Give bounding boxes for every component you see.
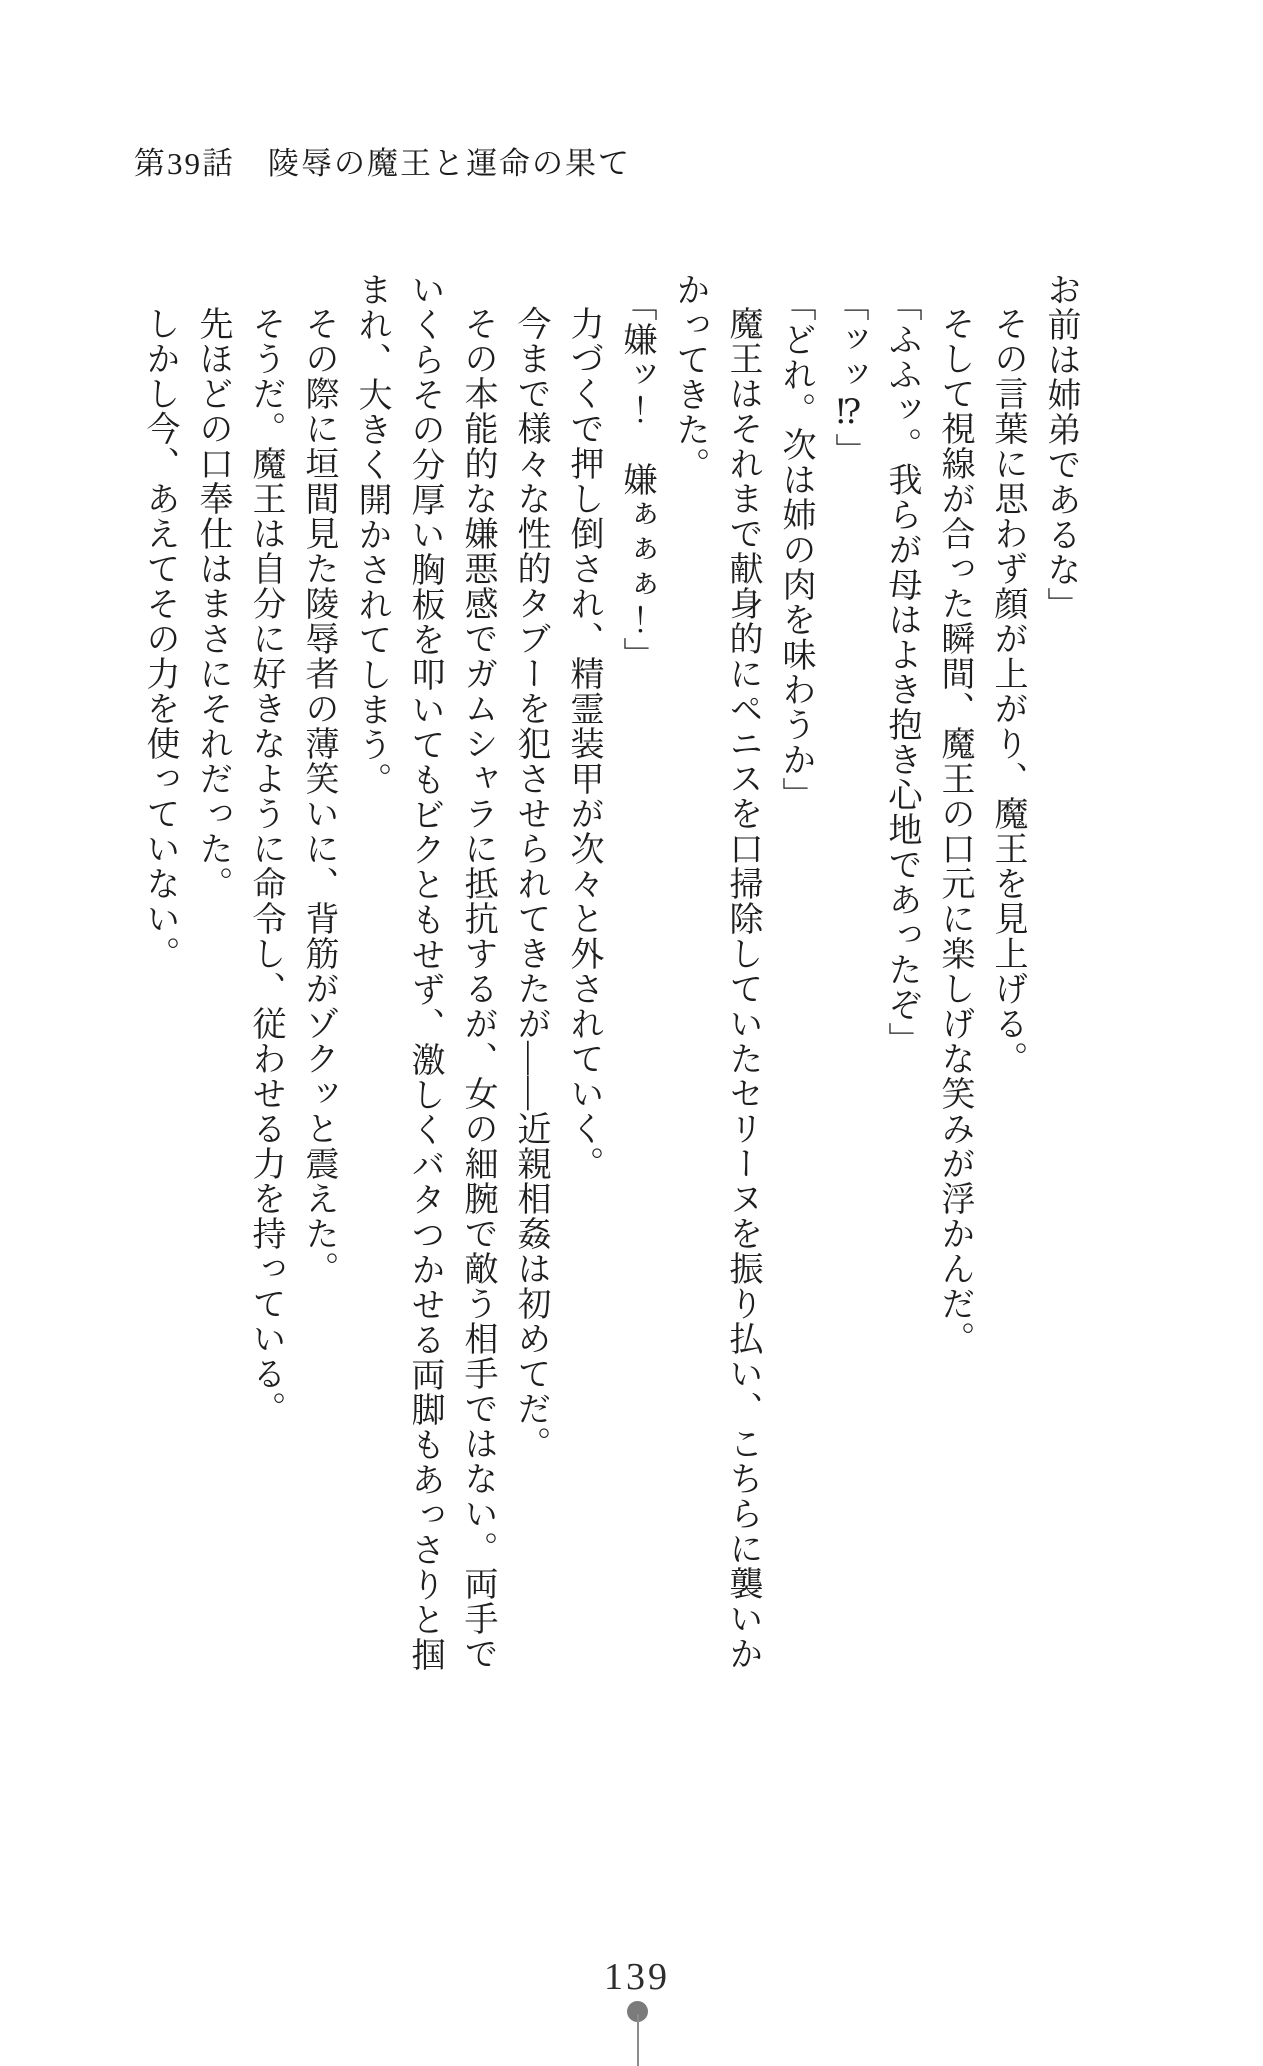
text-column: かってきた。 xyxy=(671,272,708,482)
text-column: その本能的な嫌悪感でガムシャラに抵抗するが、女の細腕で敵う相手ではない。両手で xyxy=(459,306,496,1671)
text-column: 「ッッ⁉」 xyxy=(830,287,867,469)
text-column: 今まで様々な性的タブーを犯させられてきたが——近親相姦は初めてだ。 xyxy=(512,306,549,1461)
text-column: その際に垣間見た陵辱者の薄笑いに、背筋がゾクッと震えた。 xyxy=(300,306,337,1286)
text-column: そして視線が合った瞬間、魔王の口元に楽しげな笑みが浮かんだ。 xyxy=(936,306,973,1356)
page-number: 139 xyxy=(604,1956,670,1998)
text-column: その言葉に思わず顔が上がり、魔王を見上げる。 xyxy=(989,306,1026,1076)
text-column: 先ほどの口奉仕はまさにそれだった。 xyxy=(194,306,231,901)
text-column: まれ、大きく開かされてしまう。 xyxy=(353,272,390,797)
ornament-line xyxy=(637,2014,639,2066)
text-column: しかし今、あえてその力を使っていない。 xyxy=(141,306,178,971)
chapter-header: 第39話 陵辱の魔王と運命の果て xyxy=(134,146,631,181)
text-column: いくらその分厚い胸板を叩いてもビクともせず、激しくバタつかせる両脚もあっさりと掴 xyxy=(406,272,443,1672)
text-column: そうだ。魔王は自分に好きなように命令し、従わせる力を持っている。 xyxy=(247,306,284,1426)
text-column: 力づくで押し倒され、精霊装甲が次々と外されていく。 xyxy=(565,306,602,1181)
text-column: 「どれ。次は姉の肉を味わうか」 xyxy=(777,287,814,813)
text-column: 「嫌ッ！ 嫌ぁぁぁ！」 xyxy=(618,287,655,673)
text-column: 魔王はそれまで献身的にペニスを口掃除していたセリーヌを振り払い、こちらに襲いか xyxy=(724,306,761,1671)
body-text xyxy=(133,272,1087,1676)
text-column: お前は姉弟であるな」 xyxy=(1042,272,1079,622)
text-column: 「ふふッ。我らが母はよき抱き心地であったぞ」 xyxy=(883,287,920,1058)
